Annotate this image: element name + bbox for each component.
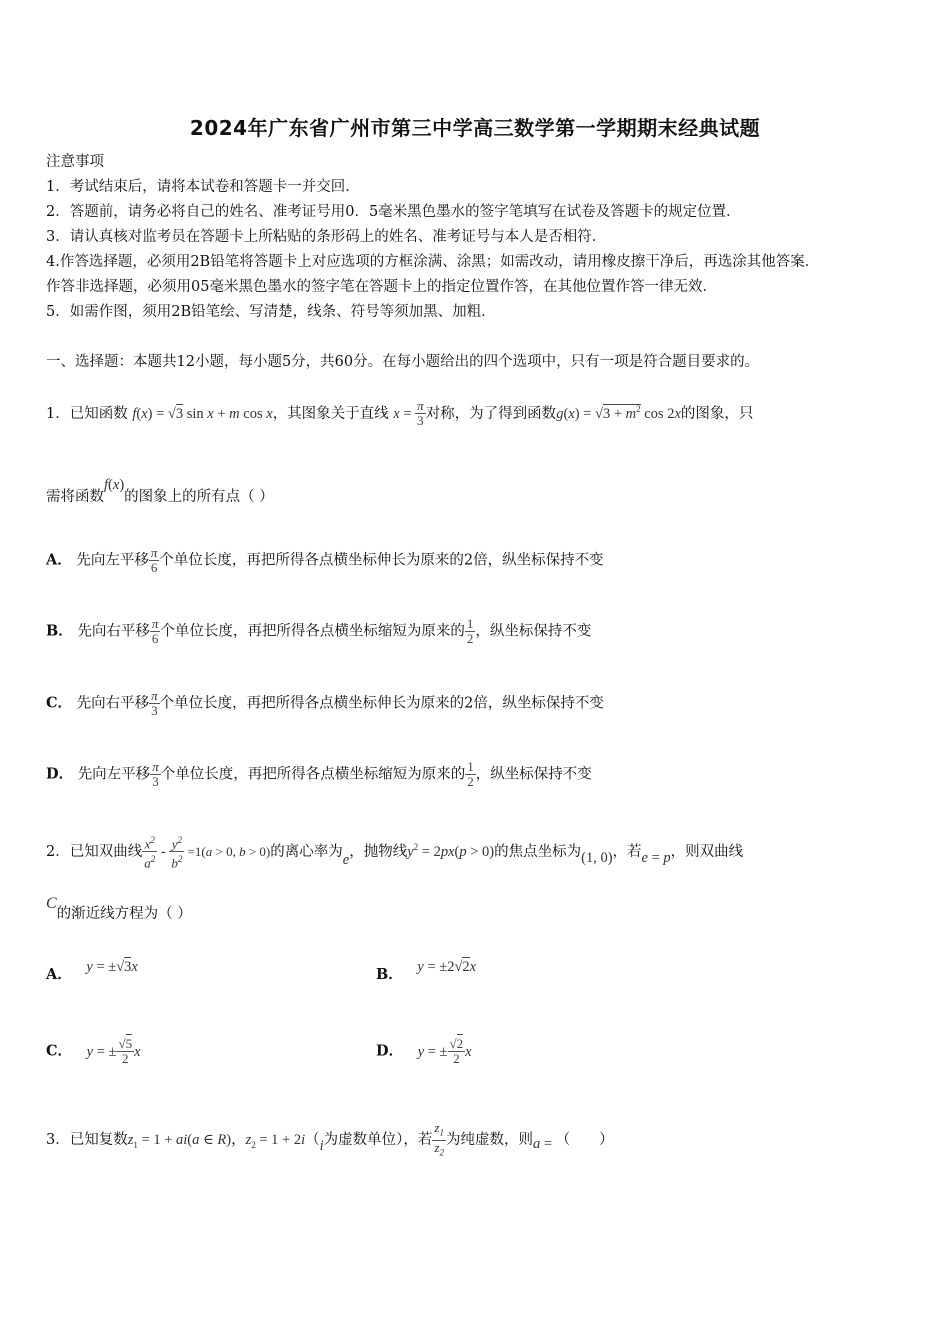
section-heading: 一、选择题：本题共12小题，每小题5分，共60分。在每小题给出的四个选项中，只有一项是符合题目要求的。 [46, 354, 760, 370]
notice-item-1: 1．考试结束后，请将本试卷和答题卡一并交回． [46, 179, 360, 195]
q1-option-a[interactable]: A． 先向左平移 $\frac{\pi}{6}$ 个单位长度，再把所得各点横坐标伸长为原来的2倍，纵坐标保持不变 [46, 545, 604, 575]
q2-option-b[interactable]: B． y = ±2√2x [376, 959, 477, 983]
q2-line1: 2．已知双曲线 $\frac{x^2}{a^2}$ - $\frac{y^2}{b^2}$ =1(a > 0, b > 0)的离心率为e，抛物线$y^2 = 2px(p > 0)$的焦点坐标为(1, 0)，若e = p，则双曲线 [46, 835, 744, 871]
q1-line1: 1．已知函数 f(x) = √3 sin x + m cos x，其图象关于直线 x = $\frac{\pi}{3}$ 对称，为了得到函数$g(x) = √3 + m^2$ cos 2x的图象，只 [46, 398, 754, 429]
notice-heading: 注意事项 [46, 154, 104, 170]
notice-item-5: 5．如需作图，须用2B铅笔绘、写清楚，线条、符号等须加黑、加粗． [46, 304, 496, 320]
q1-line2: 需将函数f(x)的图象上的所有点（ ） [46, 477, 274, 505]
q2-option-d[interactable]: D． y = ± $\frac{√2}{2}$ x [376, 1036, 472, 1066]
notice-item-3: 3．请认真核对监考员在答题卡上所粘贴的条形码上的姓名、准考证号与本人是否相符． [46, 229, 607, 245]
q2-option-a[interactable]: A． y = ±√3x [46, 959, 138, 983]
notice-item-4-line2: 作答非选择题，必须用05毫米黑色墨水的签字笔在答题卡上的指定位置作答，在其他位置作答一律无效． [46, 279, 717, 295]
notice-item-2: 2．答题前，请务必将自己的姓名、准考证号用0．5毫米黑色墨水的签字笔填写在试卷及答题卡的规定位置． [46, 204, 741, 220]
q3-line1: 3．已知复数$z_1 = 1 + ai(a$ ∈ R)，$z_2 = 1 + 2i(i$为虚数单位），若 $\frac{z_1}{z_2}$ 为纯虚数，则a = （ ） [46, 1120, 614, 1158]
page-title: 2024年广东省广州市第三中学高三数学第一学期期末经典试题 [189, 116, 761, 140]
q1-option-d[interactable]: D． 先向左平移 $\frac{\pi}{3}$ 个单位长度，再把所得各点横坐标缩短为原来的 $\frac{1}{2}$ ，纵坐标保持不变 [46, 759, 592, 789]
q2-line2: C的渐近线方程为（ ） [46, 895, 192, 922]
q1-option-c[interactable]: C． 先向右平移 $\frac{\pi}{3}$ 个单位长度，再把所得各点横坐标伸长为原来的2倍，纵坐标保持不变 [46, 688, 604, 718]
q1-option-b[interactable]: B． 先向右平移 $\frac{\pi}{6}$ 个单位长度，再把所得各点横坐标缩短为原来的 $\frac{1}{2}$ ，纵坐标保持不变 [46, 616, 592, 646]
q2-option-c[interactable]: C． y = ± $\frac{√5}{2}$ x [46, 1036, 141, 1066]
notice-item-4-line1: 4.作答选择题，必须用2B铅笔将答题卡上对应选项的方框涂满、涂黑；如需改动，请用橡皮擦干净后，再选涂其他答案． [46, 254, 820, 270]
